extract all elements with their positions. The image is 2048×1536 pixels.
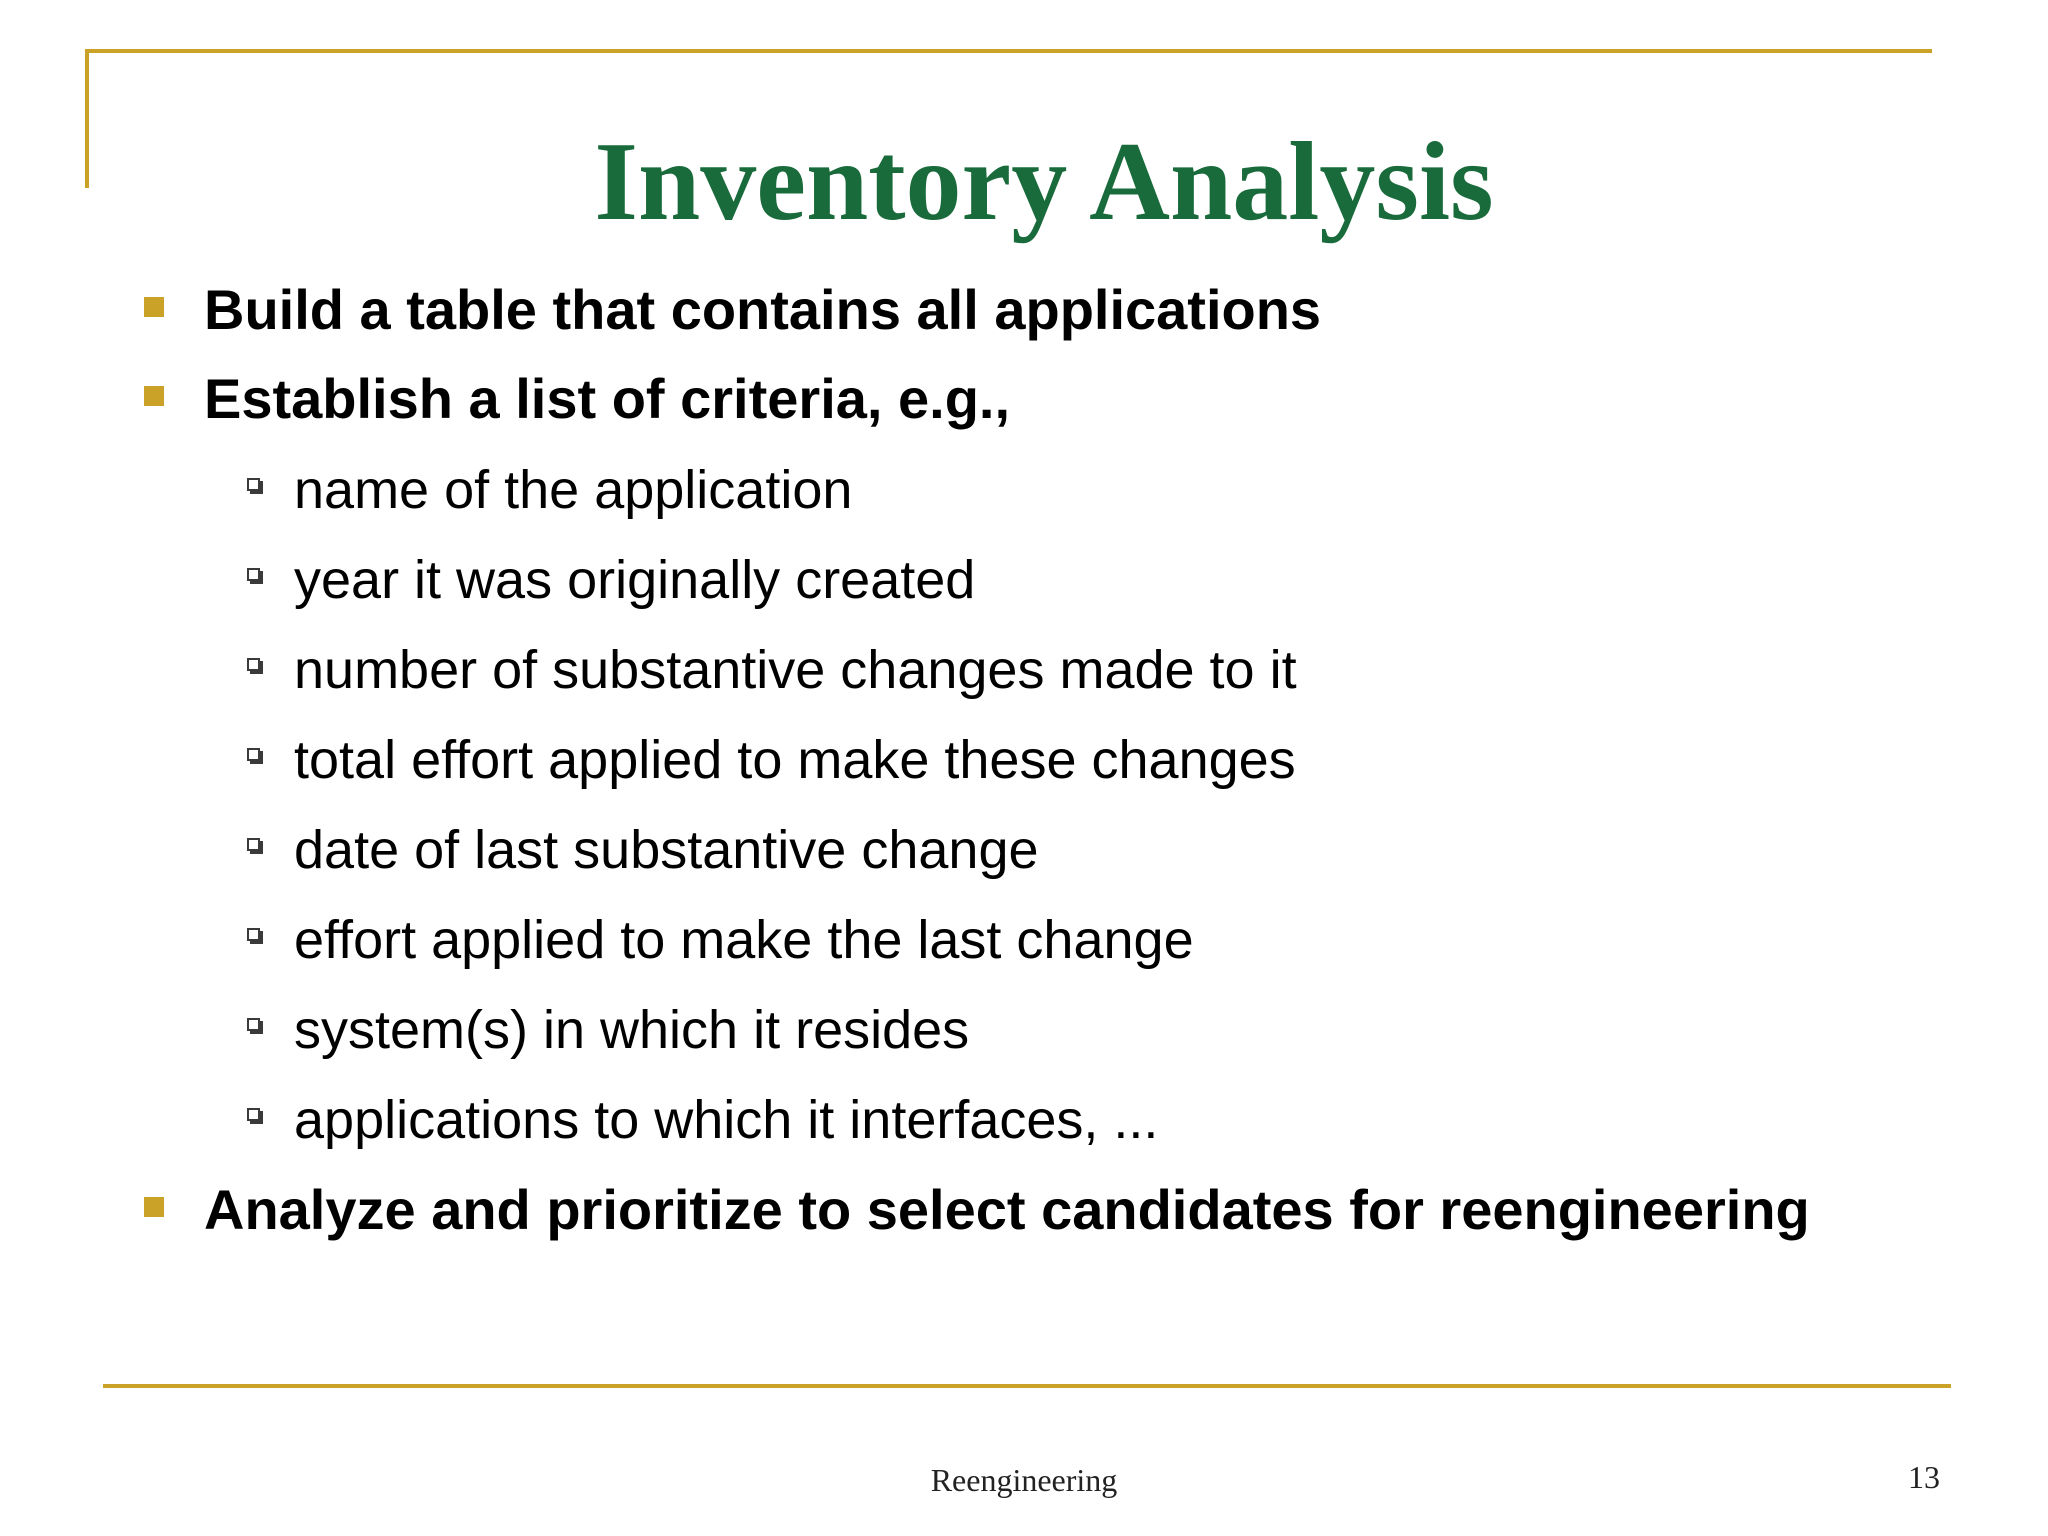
hollow-square-bullet-icon — [247, 928, 260, 941]
bullet-text: Build a table that contains all applications — [204, 278, 1322, 341]
sub-bullet-text: number of substantive changes made to it — [294, 640, 1297, 700]
square-bullet-icon — [144, 1197, 164, 1217]
hollow-square-bullet-icon — [247, 748, 260, 761]
frame-top-rule — [85, 49, 1932, 53]
hollow-square-bullet-icon — [247, 838, 260, 851]
hollow-square-bullet-icon — [247, 568, 260, 581]
sub-bullet-text: applications to which it interfaces, ... — [294, 1090, 1159, 1150]
sub-bullet-text: effort applied to make the last change — [294, 910, 1194, 970]
footer-title: Reengineering — [930, 1462, 1118, 1498]
sub-bullet-text: year it was originally created — [294, 550, 976, 610]
hollow-square-bullet-icon — [247, 1108, 260, 1121]
square-bullet-icon — [144, 386, 164, 406]
bullet-text: Establish a list of criteria, e.g., — [204, 367, 1011, 430]
hollow-square-bullet-icon — [247, 658, 260, 671]
bullet-text: Analyze and prioritize to select candidates for reengineering — [204, 1178, 1810, 1241]
footer-rule — [103, 1384, 1951, 1388]
hollow-square-bullet-icon — [247, 478, 260, 491]
sub-bullet-text: date of last substantive change — [294, 820, 1039, 880]
square-bullet-icon — [144, 297, 164, 317]
page-number: 13 — [1908, 1459, 1940, 1495]
sub-bullet-text: system(s) in which it resides — [294, 1000, 970, 1060]
slide-title: Inventory Analysis — [594, 120, 1494, 244]
sub-bullet-text: total effort applied to make these changes — [294, 730, 1296, 790]
hollow-square-bullet-icon — [247, 1018, 260, 1031]
sub-bullet-text: name of the application — [294, 460, 853, 520]
